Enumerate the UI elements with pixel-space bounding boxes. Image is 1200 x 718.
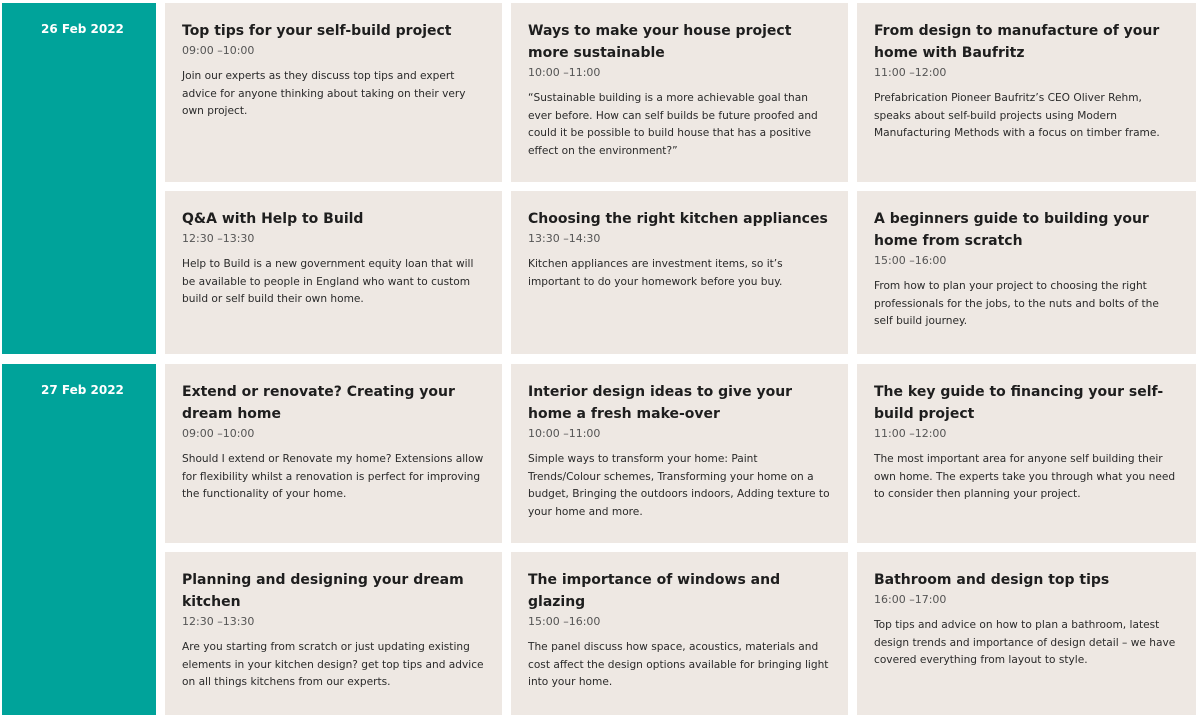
event-card[interactable] xyxy=(511,3,848,182)
event-description: Help to Build is a new government equity loan that will be available to people in England who want to custom build or self build their own home. xyxy=(182,258,474,305)
event-time: 15:00 –16:00 xyxy=(874,254,947,267)
event-card[interactable] xyxy=(165,191,502,354)
event-title: Bathroom and design top tips xyxy=(874,572,1110,588)
event-title: Interior design ideas to give your home a fresh make-over xyxy=(528,384,793,422)
event-grid xyxy=(165,3,1196,354)
day-date: 27 Feb 2022 xyxy=(2,364,156,715)
event-time: 11:00 –12:00 xyxy=(874,427,947,440)
event-description: Top tips and advice on how to plan a bathroom, latest design trends and importance of design detail – we have covered everything from layout to style. xyxy=(874,619,1176,666)
event-time: 11:00 –12:00 xyxy=(874,66,947,79)
event-description: Should I extend or Renovate my home? Extensions allow for flexibility whilst a renovation is perfect for improving the functionality of your home. xyxy=(182,453,484,500)
event-title: The importance of windows and glazing xyxy=(528,572,781,610)
event-description: Prefabrication Pioneer Baufritz’s CEO Oliver Rehm, speaks about self-build projects using Modern Manufacturing Methods with a focus on timber frame. xyxy=(874,92,1160,139)
event-description: Simple ways to transform your home: Paint Trends/Colour schemes, Transforming your home on a budget, Bringing the outdoors indoors, Adding texture to your home and more. xyxy=(528,453,830,518)
day-date: 26 Feb 2022 xyxy=(2,3,156,354)
event-description: Kitchen appliances are investment items, so it’s important to do your homework before you buy. xyxy=(528,258,783,288)
event-time: 13:30 –14:30 xyxy=(528,232,601,245)
event-time: 12:30 –13:30 xyxy=(182,232,255,245)
event-title: Choosing the right kitchen appliances xyxy=(528,211,828,227)
event-card[interactable] xyxy=(857,191,1196,354)
event-title: Ways to make your house project more sustainable xyxy=(528,23,792,61)
event-description: “Sustainable building is a more achievable goal than ever before. How can self builds be future proofed and could it be possible to build house that has a positive effect on the environment?” xyxy=(528,92,818,157)
event-description: The most important area for anyone self building their own home. The experts take you through what you need to consider then planning your project. xyxy=(874,453,1176,500)
event-title: The key guide to financing your self-build project xyxy=(874,384,1164,422)
event-card[interactable] xyxy=(857,552,1196,715)
event-card[interactable] xyxy=(511,364,848,543)
event-time: 12:30 –13:30 xyxy=(182,615,255,628)
event-title: From design to manufacture of your home with Baufritz xyxy=(874,23,1160,61)
event-time: 09:00 –10:00 xyxy=(182,427,255,440)
day-schedule xyxy=(2,3,1196,354)
event-time: 15:00 –16:00 xyxy=(528,615,601,628)
event-card[interactable] xyxy=(857,364,1196,543)
event-description: Are you starting from scratch or just updating existing elements in your kitchen design? get top tips and advice on all things kitchens from our experts. xyxy=(182,641,484,688)
event-title: A beginners guide to building your home from scratch xyxy=(874,211,1149,249)
event-title: Q&A with Help to Build xyxy=(182,211,364,227)
event-time: 10:00 –11:00 xyxy=(528,427,601,440)
event-title: Extend or renovate? Creating your dream home xyxy=(182,384,455,422)
event-title: Planning and designing your dream kitchen xyxy=(182,572,464,610)
event-description: From how to plan your project to choosing the right professionals for the jobs, to the nuts and bolts of the self build journey. xyxy=(874,280,1159,327)
day-schedule xyxy=(2,364,1196,715)
event-card[interactable] xyxy=(165,364,502,543)
event-grid xyxy=(165,364,1196,715)
event-card[interactable] xyxy=(511,552,848,715)
event-time: 09:00 –10:00 xyxy=(182,44,255,57)
event-title: Top tips for your self-build project xyxy=(182,23,452,39)
event-description: The panel discuss how space, acoustics, materials and cost affect the design options available for bringing light into your home. xyxy=(528,641,829,688)
event-time: 16:00 –17:00 xyxy=(874,593,947,606)
event-card[interactable] xyxy=(165,552,502,715)
event-card[interactable] xyxy=(511,191,848,354)
event-card[interactable] xyxy=(165,3,502,182)
event-card[interactable] xyxy=(857,3,1196,182)
event-time: 10:00 –11:00 xyxy=(528,66,601,79)
event-description: Join our experts as they discuss top tips and expert advice for anyone thinking about taking on their very own project. xyxy=(182,70,466,117)
